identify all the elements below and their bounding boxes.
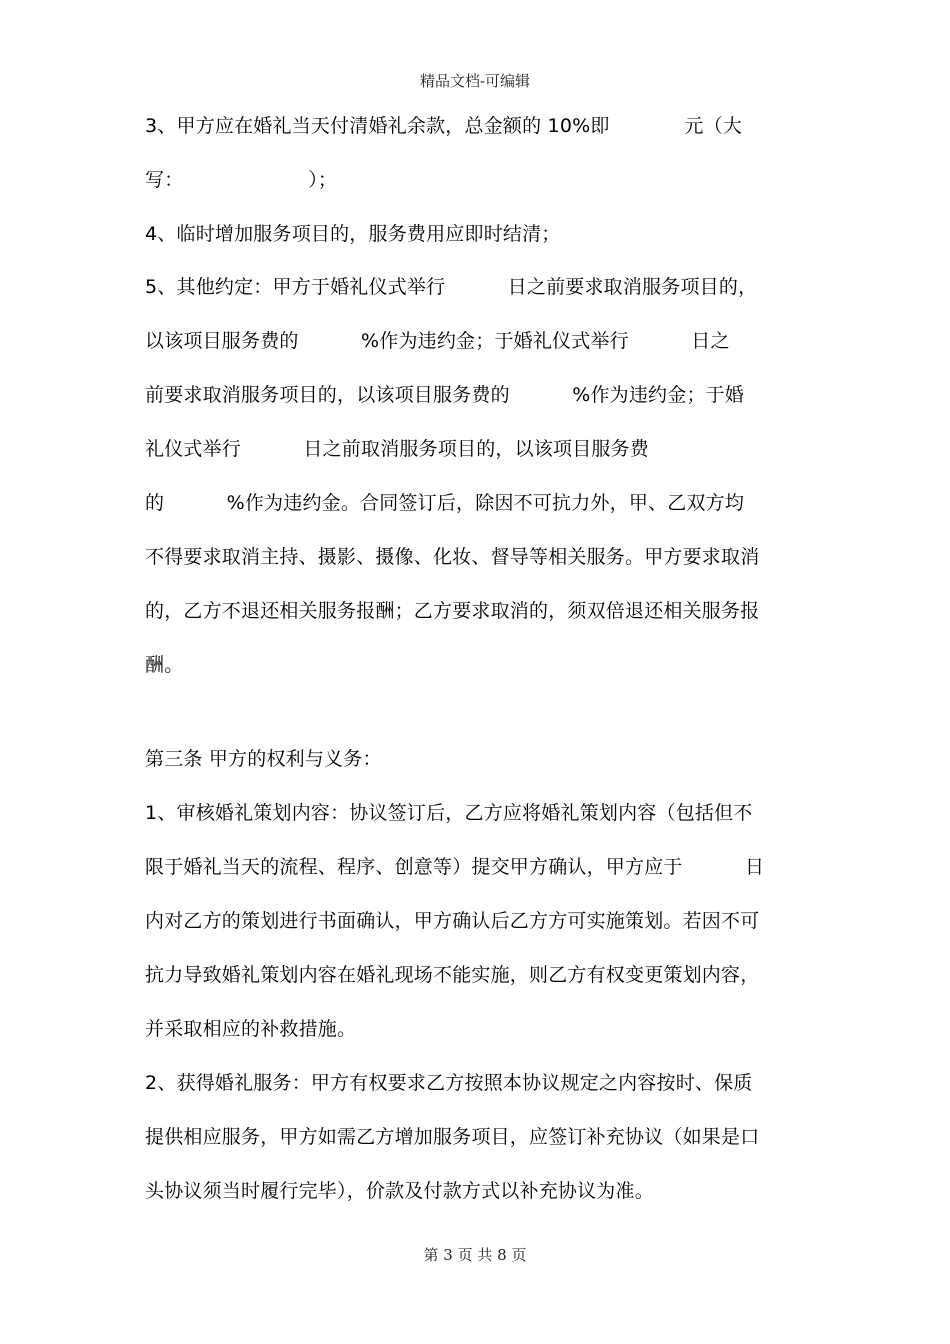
paragraph-line: 2、获得婚礼服务：甲方有权要求乙方按照本协议规定之内容按时、保质 [145,1072,753,1094]
page-footer: 第 3 页 共 8 页 [423,1246,527,1264]
paragraph-line: 头协议须当时履行完毕），价款及付款方式以补充协议为准。 [145,1180,654,1202]
paragraph-line: 3、甲方应在婚礼当天付清婚礼余款，总金额的 10%即 元（大 [145,115,743,137]
page-header: 精品文档-可编辑 [419,72,531,90]
paragraph-line: 抗力导致婚礼策划内容在婚礼现场不能实施，则乙方有权变更策划内容， [145,964,760,986]
paragraph-line: 礼仪式举行 日之前取消服务项目的，以该项目服务费 [145,438,649,460]
paragraph-line: 写： ）； [145,169,338,191]
paragraph-line: 提供相应服务，甲方如需乙方增加服务项目，应签订补充协议（如果是口 [145,1126,760,1148]
paragraph-line: 1、审核婚礼策划内容：协议签订后，乙方应将婚礼策划内容（包括但不 [145,802,753,824]
paragraph-line: 前要求取消服务项目的，以该项目服务费的 %作为违约金；于婚 [145,384,745,406]
paragraph-line: 以该项目服务费的 %作为违约金；于婚礼仪式举行 日之 [145,330,730,352]
paragraph-line: 并采取相应的补救措施。 [145,1018,357,1040]
paragraph-line: 5、其他约定：甲方于婚礼仪式举行 日之前要求取消服务项目的， [145,276,758,298]
paragraph-line: 的，乙方不退还相关服务报酬；乙方要求取消的，须双倍退还相关服务报 [145,600,760,622]
paragraph-line: 的 %作为违约金。合同签订后，除因不可抗力外，甲、乙双方均 [145,492,745,514]
paragraph-line: 内对乙方的策划进行书面确认，甲方确认后乙方方可实施策划。若因不可 [145,910,760,932]
paragraph-line: 4、临时增加服务项目的，服务费用应即时结清； [145,223,561,245]
paragraph-line: 不得要求取消主持、摄影、摄像、化妆、督导等相关服务。甲方要求取消 [145,546,760,568]
paragraph-line: 酬。 [145,654,184,676]
section-heading: 第三条 甲方的权利与义务： [145,748,382,770]
paragraph-line: 限于婚礼当天的流程、程序、创意等）提交甲方确认，甲方应于 日 [145,856,765,878]
